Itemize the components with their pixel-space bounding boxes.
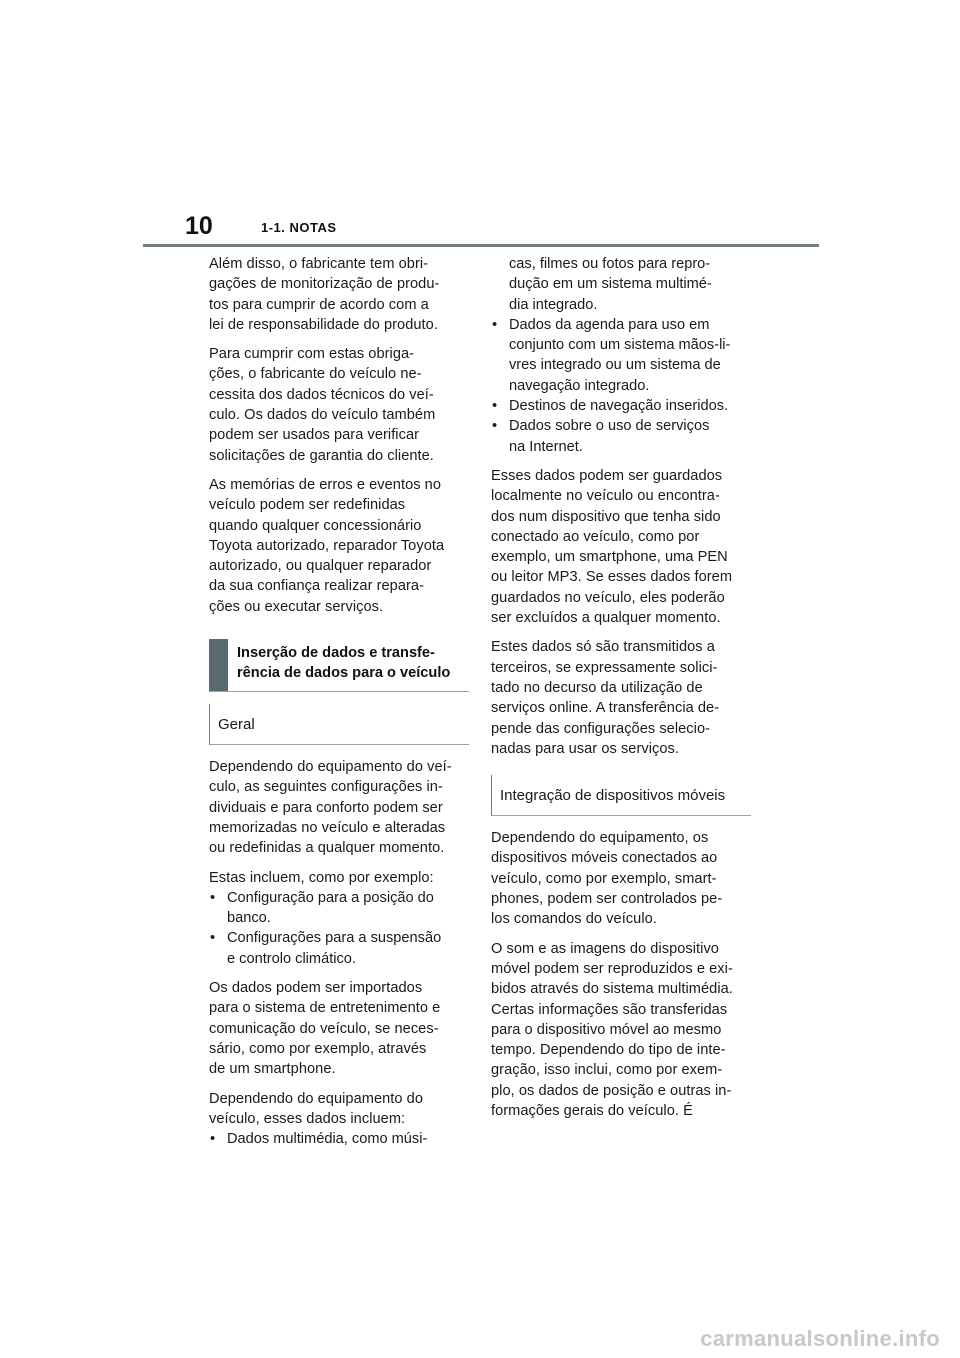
section-heading-box bbox=[209, 639, 469, 692]
text-line: cas, filmes ou fotos para repro- bbox=[509, 256, 711, 272]
bullet-marker: • bbox=[210, 930, 216, 947]
text-line: dos num dispositivo que tenha sido bbox=[491, 508, 721, 525]
text-line: Inserção de dados e transfe- bbox=[237, 645, 435, 662]
section-title: 1-1. NOTAS bbox=[261, 220, 337, 235]
paragraph bbox=[491, 939, 751, 1122]
subheading-text: Integração de dispositivos móveis bbox=[500, 786, 726, 804]
text-line: Para cumprir com estas obriga- bbox=[209, 346, 415, 363]
bullet-list bbox=[491, 315, 751, 457]
list-item bbox=[209, 1129, 469, 1149]
text-line: terceiros, se expressamente solici- bbox=[491, 659, 718, 676]
text-line: pende das configurações selecio- bbox=[491, 720, 711, 737]
watermark: carmanualsonline.info bbox=[700, 1326, 940, 1351]
text-line: da sua confiança realizar repara- bbox=[209, 578, 424, 595]
text-line: bidos através do sistema multimédia. bbox=[491, 981, 733, 998]
text-line: Os dados podem ser importados bbox=[209, 980, 423, 997]
text-line: Estes dados só são transmitidos a bbox=[491, 639, 715, 656]
text-line: serviços online. A transferência de- bbox=[491, 700, 720, 717]
text-line: gações de monitorização de produ- bbox=[209, 276, 440, 293]
text-line: guardados no veículo, eles poderão bbox=[491, 589, 725, 606]
text-line: cessita dos dados técnicos do veí- bbox=[209, 386, 434, 403]
list-item bbox=[491, 396, 751, 416]
text-line: dia integrado. bbox=[509, 296, 598, 313]
text-line: Esses dados podem ser guardados bbox=[491, 467, 723, 484]
list-item-text: Dados multimédia, como músi- bbox=[227, 1131, 428, 1148]
subheading-text: Geral bbox=[218, 715, 255, 733]
list-item-text: Dados da agenda para uso em bbox=[509, 316, 710, 333]
text-line: veículo podem ser redefinidas bbox=[209, 497, 406, 514]
text-line: ser excluídos a qualquer momento. bbox=[491, 610, 721, 627]
text-line: Dependendo do equipamento do veí- bbox=[209, 759, 452, 776]
text-line: formações gerais do veículo. É bbox=[491, 1102, 693, 1119]
text-line: ou leitor MP3. Se esses dados forem bbox=[491, 569, 733, 586]
text-line: O som e as imagens do dispositivo bbox=[491, 940, 719, 957]
paragraph bbox=[209, 757, 469, 858]
text-line: tado no decurso da utilização de bbox=[491, 679, 703, 696]
text-line: podem ser usados para verificar bbox=[209, 427, 420, 444]
section-heading bbox=[228, 639, 450, 691]
list-item-text: conjunto com um sistema mãos-li- bbox=[509, 337, 731, 354]
paragraph bbox=[209, 475, 469, 617]
bullet-marker: • bbox=[210, 889, 216, 906]
text-line: localmente no veículo ou encontra- bbox=[491, 488, 720, 505]
paragraph bbox=[491, 828, 751, 929]
header-rule bbox=[143, 244, 819, 247]
text-line: plo, os dados de posição e outras in- bbox=[491, 1082, 732, 1099]
text-line: ções, o fabricante do veículo ne- bbox=[209, 366, 422, 383]
list-item-text: vres integrado ou um sistema de bbox=[509, 357, 721, 374]
text-line: nadas para usar os serviços. bbox=[491, 740, 679, 757]
text-line: As memórias de erros e eventos no bbox=[209, 476, 442, 493]
paragraph bbox=[491, 637, 751, 759]
text-line: dução em um sistema multimé- bbox=[509, 276, 712, 293]
text-line: para o sistema de entretenimento e bbox=[209, 1000, 441, 1017]
bullet-list bbox=[209, 888, 469, 969]
subheading-mobile-integration bbox=[491, 775, 751, 816]
bullet-marker: • bbox=[492, 398, 498, 415]
subheading-geral bbox=[209, 704, 469, 745]
bullet-marker: • bbox=[492, 418, 498, 435]
paragraph bbox=[209, 344, 469, 466]
text-line: Além disso, o fabricante tem obri- bbox=[209, 256, 429, 272]
text-line: memorizadas no veículo e alteradas bbox=[209, 819, 446, 836]
paragraph bbox=[491, 466, 751, 628]
paragraph bbox=[209, 254, 469, 335]
paragraph: Estas incluem, como por exemplo: bbox=[209, 869, 434, 886]
text-line: móvel podem ser reproduzidos e exi- bbox=[491, 960, 733, 977]
text-line: quando qualquer concessionário bbox=[209, 517, 422, 534]
paragraph bbox=[209, 978, 469, 1079]
text-line: Dependendo do equipamento do bbox=[209, 1090, 423, 1107]
text-line: dividuais e para conforto podem ser bbox=[209, 799, 443, 816]
text-line: lei de responsabilidade do produto. bbox=[209, 316, 438, 333]
text-line: veículo, esses dados incluem: bbox=[209, 1110, 406, 1127]
text-line: conectado ao veículo, como por bbox=[491, 528, 700, 545]
text-line: autorizado, ou qualquer reparador bbox=[209, 558, 432, 575]
text-line: culo. Os dados do veículo também bbox=[209, 407, 436, 424]
left-column bbox=[209, 254, 469, 1149]
text-line: culo, as seguintes configurações in- bbox=[209, 779, 443, 796]
list-item bbox=[491, 315, 751, 396]
list-item bbox=[209, 888, 469, 929]
text-line: phones, podem ser controlados pe- bbox=[491, 891, 723, 908]
text-line: tempo. Dependendo do tipo de inte- bbox=[491, 1042, 726, 1059]
list-item bbox=[491, 416, 751, 457]
page-number: 10 bbox=[185, 212, 213, 240]
list-item-text: na Internet. bbox=[509, 438, 583, 455]
list-item-text: Dados sobre o uso de serviços bbox=[509, 418, 710, 435]
list-item-text: Configuração para a posição do bbox=[227, 889, 434, 906]
text-line: de um smartphone. bbox=[209, 1061, 336, 1078]
list-item-text: Configurações para a suspensão bbox=[227, 930, 442, 947]
list-item-continued bbox=[491, 254, 751, 315]
heading-bar bbox=[209, 639, 228, 691]
text-line: gração, isso inclui, como por exem- bbox=[491, 1062, 723, 1079]
text-line: los comandos do veículo. bbox=[491, 911, 657, 928]
text-line: Toyota autorizado, reparador Toyota bbox=[209, 537, 445, 554]
text-line: dispositivos móveis conectados ao bbox=[491, 850, 718, 867]
list-item-text: navegação integrado. bbox=[509, 377, 650, 394]
list-item-text: banco. bbox=[227, 910, 271, 927]
list-item-text: Destinos de navegação inseridos. bbox=[509, 398, 729, 415]
text-line: solicitações de garantia do cliente. bbox=[209, 447, 434, 464]
text-line: rência de dados para o veículo bbox=[237, 665, 451, 682]
text-line: exemplo, um smartphone, uma PEN bbox=[491, 549, 728, 566]
paragraph bbox=[209, 1089, 469, 1130]
list-item bbox=[209, 928, 469, 969]
right-column bbox=[491, 254, 751, 1130]
list-item-text: e controlo climático. bbox=[227, 950, 356, 967]
text-line: Dependendo do equipamento, os bbox=[491, 830, 709, 847]
text-line: comunicação do veículo, se neces- bbox=[209, 1020, 439, 1037]
text-line: ou redefinidas a qualquer momento. bbox=[209, 840, 445, 857]
text-line: Certas informações são transferidas bbox=[491, 1001, 728, 1018]
text-line: veículo, como por exemplo, smart- bbox=[491, 870, 717, 887]
bullet-marker: • bbox=[210, 1131, 216, 1148]
text-line: ções ou executar serviços. bbox=[209, 598, 384, 615]
text-line: para o dispositivo móvel ao mesmo bbox=[491, 1021, 722, 1038]
bullet-marker: • bbox=[492, 316, 498, 333]
text-line: sário, como por exemplo, através bbox=[209, 1040, 427, 1057]
text-line: tos para cumprir de acordo com a bbox=[209, 296, 429, 313]
